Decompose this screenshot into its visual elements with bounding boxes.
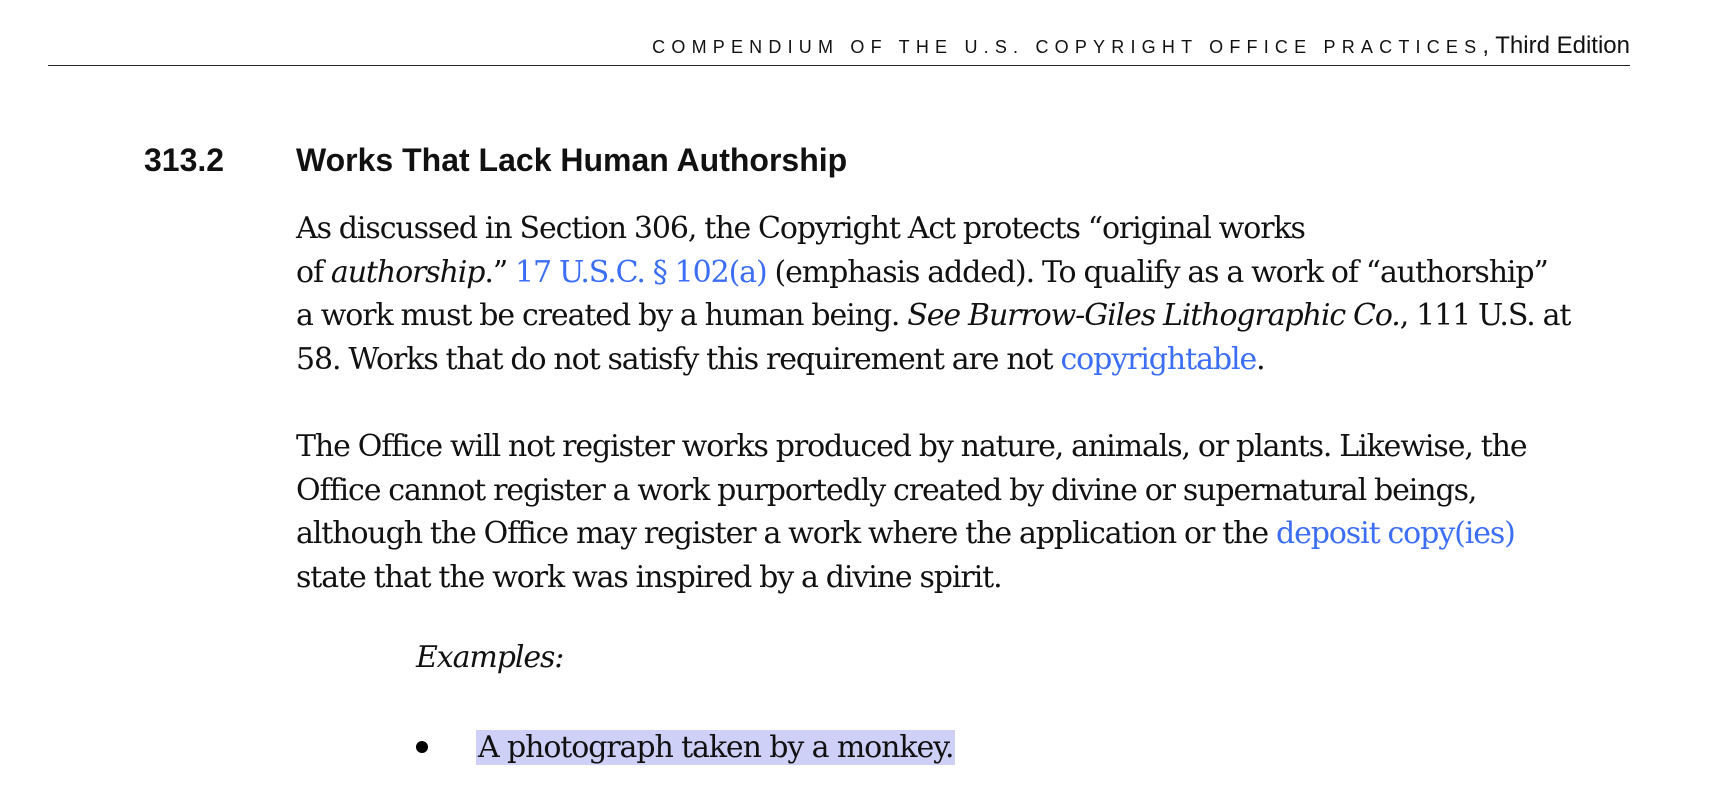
running-title: COMPENDIUM OF THE U.S. COPYRIGHT OFFICE PRACTICES <box>652 37 1483 57</box>
edition-label: , Third Edition <box>1482 32 1630 59</box>
copyrightable-link[interactable]: copyrightable <box>1060 341 1257 377</box>
case-citation: See Burrow-Giles Lithographic Co. <box>907 298 1400 333</box>
section-number: 313.2 <box>144 142 225 178</box>
section-title: Works That Lack Human Authorship <box>296 142 848 178</box>
list-item[interactable] <box>416 730 955 765</box>
highlighted-text[interactable]: A photograph taken by a monkey. <box>478 730 954 765</box>
statute-link[interactable]: 17 U.S.C. § 102(a) <box>515 254 767 290</box>
paragraph-nature <box>296 425 1527 599</box>
running-header <box>48 32 1630 66</box>
paragraph-line: 58. Works that do not satisfy this requirement are not copyrightable. <box>296 341 1265 377</box>
italic-authorship: authorship <box>330 254 485 290</box>
paragraph-line: As discussed in Section 306, the Copyright Act protects “original works <box>296 211 1305 246</box>
bullet-icon <box>416 741 428 753</box>
section-heading <box>144 142 847 179</box>
paragraph-line: Office cannot register a work purportedly created by divine or supernatural beings, <box>296 472 1477 508</box>
paragraph-line: of authorship.” 17 U.S.C. § 102(a) (emphasis added). To qualify as a work of “authorship” <box>296 254 1548 290</box>
paragraph-authorship <box>296 207 1570 381</box>
examples-label: Examples: <box>416 640 564 675</box>
paragraph-line: a work must be created by a human being. See Burrow-Giles Lithographic Co., 111 U.S. at <box>296 298 1571 333</box>
paragraph-line: state that the work was inspired by a divine spirit. <box>296 559 1002 595</box>
paragraph-line: although the Office may register a work where the application or the deposit copy(ies) <box>296 516 1515 551</box>
paragraph-line: The Office will not register works produced by nature, animals, or plants. Likewise, the <box>296 429 1527 464</box>
deposit-copy-link[interactable]: deposit copy(ies) <box>1275 516 1515 551</box>
